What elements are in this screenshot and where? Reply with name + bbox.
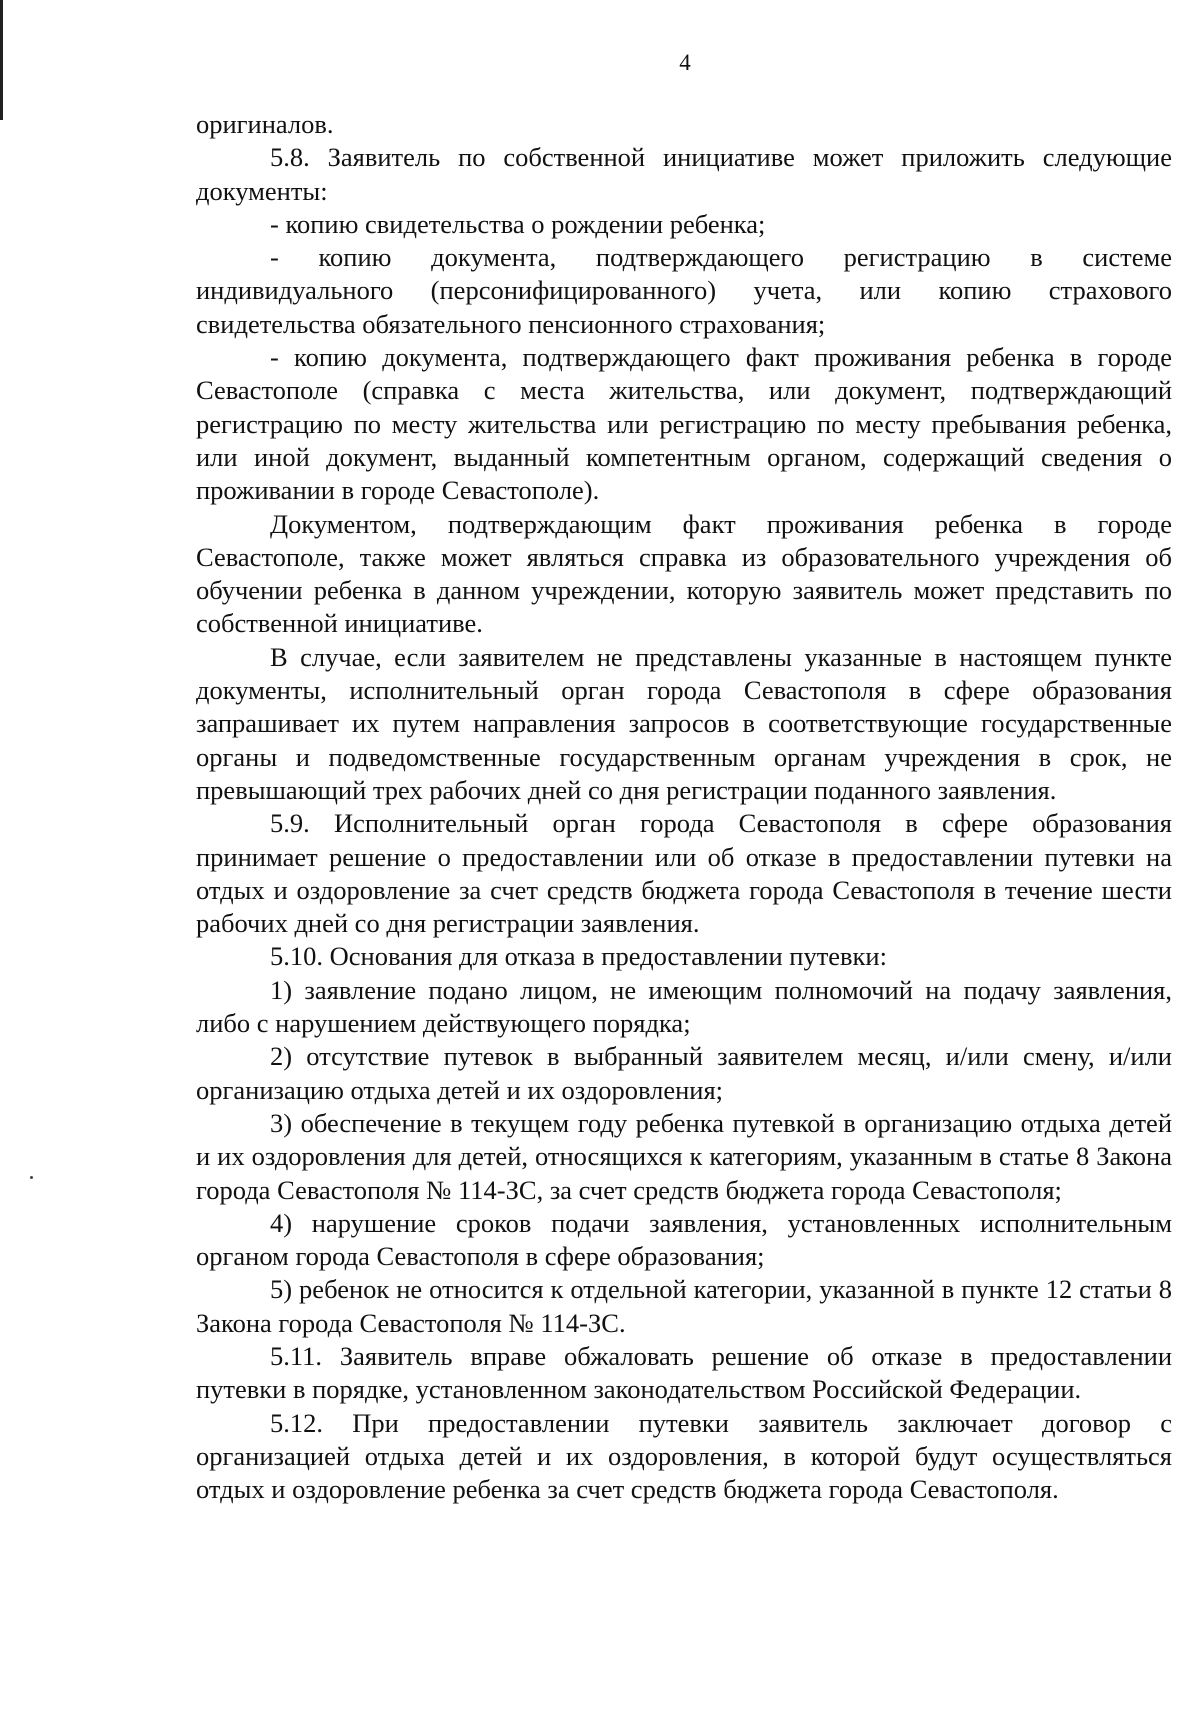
page-number: 4 bbox=[679, 50, 691, 75]
document-body bbox=[196, 108, 1172, 1506]
clause-5-9: 5.9. Исполнительный орган города Севастополя в сфере образования принимает решение о предоставлении или об отказе в предоставлении путевки на отдых и оздоровление за счет средств бюджета города Севастополя в течение шести рабочих дней со дня регистрации заявления. bbox=[196, 808, 1172, 939]
clause-5-12: 5.12. При предоставлении путевки заявитель заключает договор с организацией отдыха детей и их оздоровления, в которой будут осуществляться отдых и оздоровление ребенка за счет средств бюджета города Севастополя. bbox=[196, 1407, 1172, 1505]
list-item-birth-certificate: - копию свидетельства о рождении ребенка; bbox=[270, 208, 766, 239]
paragraph-requests: В случае, если заявителем не представлены указанные в настоящем пункте документы, исполнительный орган города Севастополя в сфере образования запрашивает их путем направления запросов в соответствующие государственные органы и подведомственные государственным органам учреждения в срок, не превышающий трех рабочих дней со дня регистрации поданного заявления. bbox=[196, 641, 1172, 805]
clause-5-11: 5.11. Заявитель вправе обжаловать решение об отказе в предоставлении путевки в порядке, установленном законодательством Российской Федерации. bbox=[196, 1340, 1172, 1405]
clause-5-8: 5.8. Заявитель по собственной инициативе может приложить следующие документы: bbox=[196, 142, 1172, 206]
paragraph-residence-proof: Документом, подтверждающим факт проживания ребенка в городе Севастополе, также может являться справка из образовательного учреждения об обучении ребенка в данном учреждении, которую заявитель может представить по собственной инициативе. bbox=[196, 508, 1172, 639]
refusal-reason-4: 4) нарушение сроков подачи заявления, установленных исполнительным органом города Севастополя в сфере образования; bbox=[196, 1207, 1172, 1272]
refusal-reason-2: 2) отсутствие путевок в выбранный заявителем месяц, и/или смену, и/или организацию отдыха детей и их оздоровления; bbox=[196, 1041, 1172, 1105]
list-item-insurance-document: - копию документа, подтверждающего регистрацию в системе индивидуального (персонифицированного) учета, или копию страхового свидетельства обязательного пенсионного страхования; bbox=[196, 242, 1172, 339]
refusal-reason-1: 1) заявление подано лицом, не имеющим полномочий на подачу заявления, либо с нарушением действующего порядка; bbox=[196, 974, 1172, 1039]
refusal-reason-3: 3) обеспечение в текущем году ребенка путевкой в организацию отдыха детей и их оздоровления для детей, относящихся к категориям, указанным в статье 8 Закона города Севастополя № 114-ЗС, за счет средств бюджета города Севастополя; bbox=[196, 1107, 1172, 1205]
refusal-reason-5: 5) ребенок не относится к отдельной категории, указанной в пункте 12 статьи 8 Закона города Севастополя № 114-ЗС. bbox=[196, 1274, 1172, 1338]
paragraph-continuation: оригиналов. bbox=[196, 109, 334, 139]
list-item-residence-document: - копию документа, подтверждающего факт проживания ребенка в городе Севастополе (справка с места жительства, или документ, подтверждающий регистрацию по месту жительства или регистрацию по месту пребывания ребенка, или иной документ, выданный компетентным органом, содержащий сведения о проживании в городе Севастополе). bbox=[196, 342, 1172, 506]
scan-speck bbox=[30, 1176, 33, 1179]
clause-5-10: 5.10. Основания для отказа в предоставлении путевки: bbox=[270, 941, 887, 972]
